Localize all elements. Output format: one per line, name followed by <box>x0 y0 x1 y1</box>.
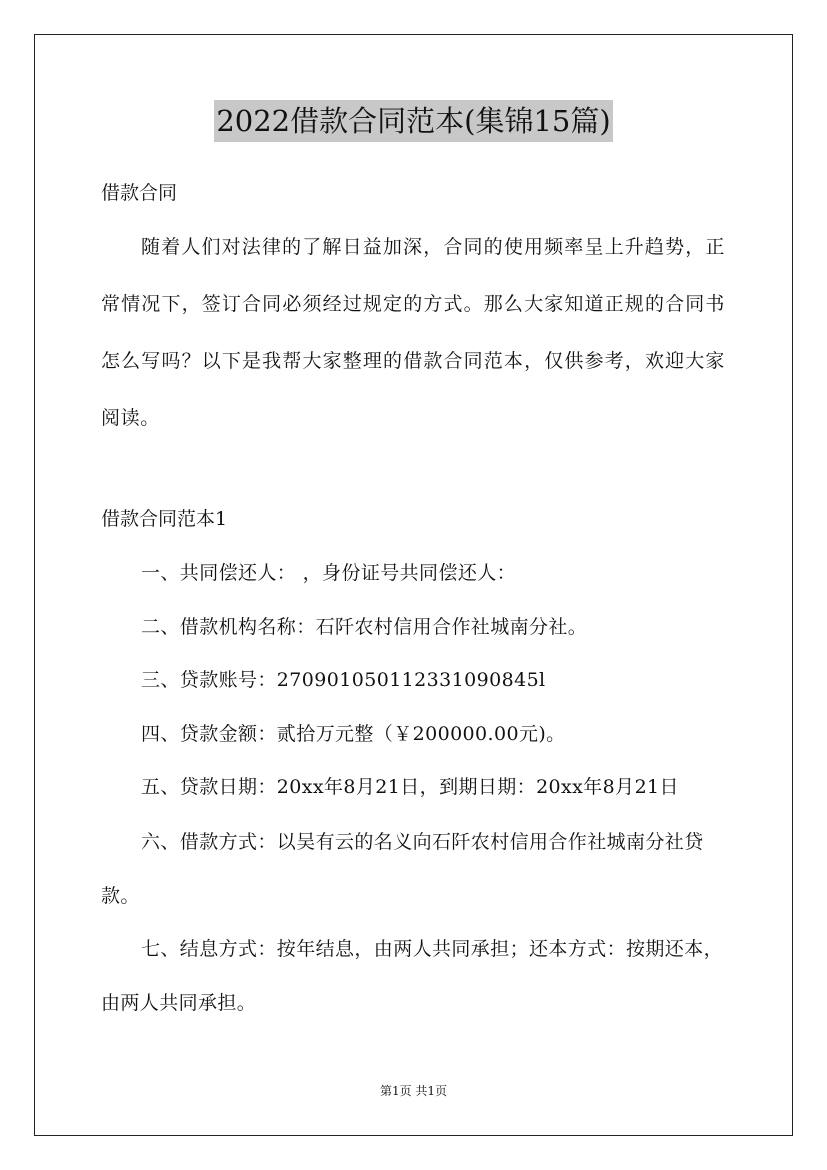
clause-item: 三、贷款账号：270901050112331090845l <box>141 669 546 691</box>
document-title: 2022借款合同范本(集锦15篇) <box>214 100 612 142</box>
clause-item: 七、结息方式：按年结息，由两人共同承担；还本方式：按期还本，由两人共同承担。 <box>101 938 724 1014</box>
section-heading: 借款合同范本1 <box>101 508 228 530</box>
clause-item: 二、借款机构名称：石阡农村信用合作社城南分社。 <box>141 616 588 638</box>
clause-item: 五、贷款日期：20xx年8月21日，到期日期：20xx年8月21日 <box>141 776 679 798</box>
page-footer: 第1页 共1页 <box>379 1084 448 1098</box>
intro-heading: 借款合同 <box>101 182 178 204</box>
title-container <box>0 100 827 142</box>
clause-item: 四、贷款金额：贰拾万元整（￥200000.00元)。 <box>141 723 566 745</box>
clause-item: 一、共同偿还人： ，身份证号共同偿还人： <box>141 562 517 584</box>
intro-paragraph: 随着人们对法律的了解日益加深，合同的使用频率呈上升趋势，正常情况下，签订合同必须经过规定的方式。那么大家知道正规的合同书怎么写吗？以下是我帮大家整理的借款合同范本，仅供参考，欢迎大家阅读。 <box>101 236 725 429</box>
clause-item: 六、借款方式：以吴有云的名义向石阡农村信用合作社城南分社贷款。 <box>101 831 704 907</box>
